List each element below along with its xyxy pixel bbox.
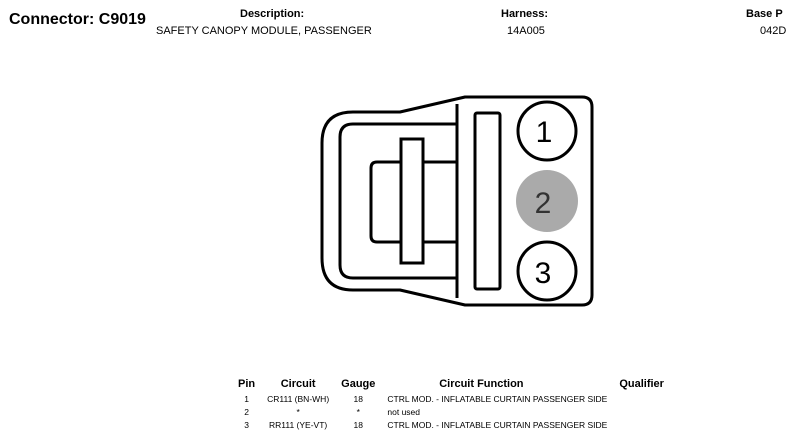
key-slot bbox=[475, 113, 500, 289]
row-pin: 2 bbox=[244, 407, 249, 417]
header-gauge: Gauge bbox=[341, 378, 376, 390]
table-row bbox=[232, 392, 670, 405]
pin-1 bbox=[518, 102, 576, 160]
row-function: CTRL MOD. - INFLATABLE CURTAIN PASSENGER SIDE bbox=[387, 420, 608, 430]
harness-label: Harness: bbox=[501, 8, 549, 20]
pin-3-label: 3 bbox=[534, 257, 552, 290]
header-circuit: Circuit bbox=[280, 378, 316, 390]
base-part-value: 042D bbox=[760, 25, 787, 37]
pin-table-header bbox=[232, 378, 670, 392]
row-function: CTRL MOD. - INFLATABLE CURTAIN PASSENGER SIDE bbox=[387, 394, 608, 404]
row-gauge: 18 bbox=[353, 420, 363, 430]
header-pin: Pin bbox=[238, 378, 256, 390]
harness-value: 14A005 bbox=[507, 25, 545, 37]
row-circuit: * bbox=[296, 407, 300, 417]
connector-title: Connector: C9019 bbox=[9, 11, 146, 28]
row-gauge: * bbox=[356, 407, 360, 417]
base-part-label: Base P bbox=[746, 8, 783, 20]
description-value: SAFETY CANOPY MODULE, PASSENGER bbox=[156, 25, 372, 37]
header-qualifier: Qualifier bbox=[619, 378, 664, 390]
pin-table bbox=[232, 378, 670, 431]
row-gauge: 18 bbox=[353, 394, 363, 404]
table-row bbox=[232, 418, 670, 431]
header-circuit-function: Circuit Function bbox=[439, 378, 524, 390]
row-pin: 3 bbox=[244, 420, 249, 430]
pin-1-label: 1 bbox=[535, 116, 553, 149]
row-qualifier bbox=[613, 405, 670, 418]
row-circuit: RR111 (YE-VT) bbox=[269, 420, 328, 430]
pin-2-label: 2 bbox=[534, 187, 552, 220]
row-function: not used bbox=[387, 407, 421, 417]
row-circuit: CR111 (BN-WH) bbox=[267, 394, 330, 404]
row-qualifier bbox=[613, 418, 670, 431]
table-row bbox=[232, 405, 670, 418]
latch-post bbox=[401, 139, 423, 263]
pin-2 bbox=[516, 170, 578, 232]
row-qualifier bbox=[613, 392, 670, 405]
description-label: Description: bbox=[240, 8, 305, 20]
pin-3 bbox=[518, 242, 576, 300]
row-pin: 1 bbox=[244, 394, 249, 404]
